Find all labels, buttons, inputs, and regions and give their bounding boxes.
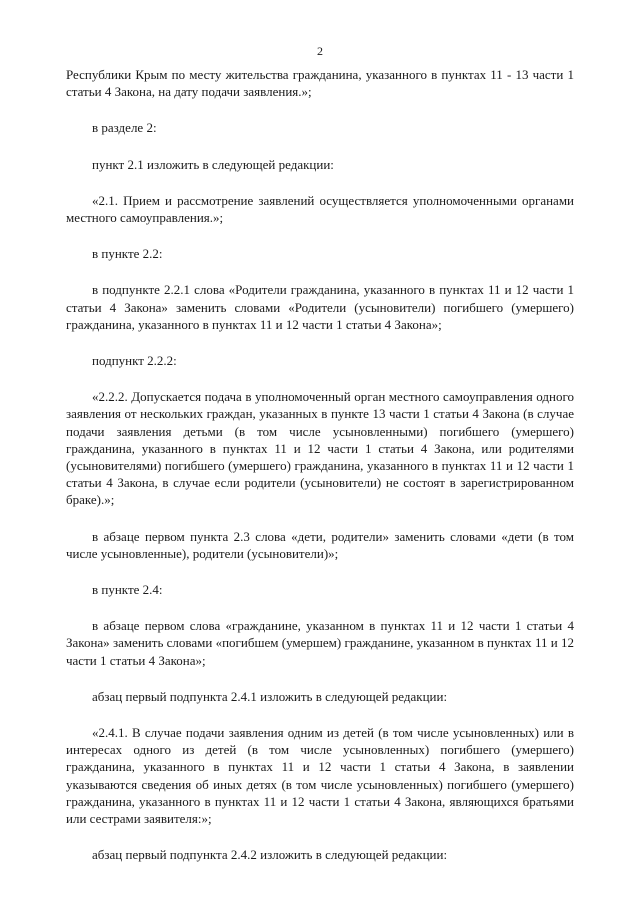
paragraph-point-2-1-text: «2.1. Прием и рассмотрение заявлений осуществляется уполномоченными органами местного самоуправления.»; (66, 192, 574, 226)
paragraph-point-2-2-intro: в пункте 2.2: (92, 246, 163, 262)
paragraph-point-2-4-intro: в пункте 2.4: (92, 582, 163, 598)
paragraph-point-2-4-first: в абзаце первом слова «гражданине, указанном в пунктах 11 и 12 части 1 статьи 4 Закона» заменить словами «погибшем (умершем) гражданине, указанном в пунктах 11 и 12 части 1 статьи 4 Закона»; (66, 618, 574, 668)
document-body (66, 66, 574, 883)
paragraph-subpoint-2-4-1-intro: абзац первый подпункта 2.4.1 изложить в следующей редакции: (92, 688, 448, 704)
paragraph-section-2: в разделе 2: (92, 120, 157, 136)
paragraph-point-2-3: в абзаце первом пункта 2.3 слова «дети, родители» заменить словами «дети (в том числе усыновленные), родители (усыновители)»; (66, 528, 574, 561)
paragraph-subpoint-2-4-2-intro: абзац первый подпункта 2.4.2 изложить в следующей редакции: (92, 847, 448, 863)
paragraph-subpoint-2-4-1-text: «2.4.1. В случае подачи заявления одним из детей (в том числе усыновленных) или в интересах одного из детей (в том числе усыновленных) погибшего (умершего) гражданина, указанного в пунктах 11 и 12 части 1 статьи 4 Закона, в заявлении указываются сведения об иных детях (в том числе усыновленных) погибшего (умершего) гражданина, указанного в пунктах 11 и 12 части 1 статьи 4 Закона, являющихся братьями или сестрами заявителя:»; (66, 725, 574, 827)
paragraph-subpoint-2-2-2-text: «2.2.2. Допускается подача в уполномоченный орган местного самоуправления одного заявления от нескольких граждан, указанных в пункте 13 части 1 статьи 4 Закона (в случае подачи заявления детьми (в том числе усыновленными) погибшего (умершего) гражданина, указанного в пунктах 11 и 12 части 1 статьи 4 Закона, или родителями (усыновителями) погибшего (умершего) гражданина, указанного в пунктах 11 и 12 части 1 статьи 4 Закона, в случае если родители (усыновители) не состоят в зарегистрированном браке).»; (66, 389, 574, 508)
paragraph-subpoint-2-2-1: в подпункте 2.2.1 слова «Родители гражданина, указанного в пунктах 11 и 12 части 1 статьи 4 Закона» заменить словами «Родители (усыновители) погибшего (умершего) гражданина, указанного в пунктах 11 и 12 части 1 статьи 4 Закона»; (66, 282, 574, 332)
paragraph-continuation: Республики Крым по месту жительства гражданина, указанного в пунктах 11 - 13 части 1 статьи 4 Закона, на дату подачи заявления.»; (66, 67, 574, 100)
page-number: 2 (317, 44, 323, 58)
paragraph-point-2-1-intro: пункт 2.1 изложить в следующей редакции: (92, 156, 334, 172)
paragraph-subpoint-2-2-2-intro: подпункт 2.2.2: (92, 353, 177, 369)
